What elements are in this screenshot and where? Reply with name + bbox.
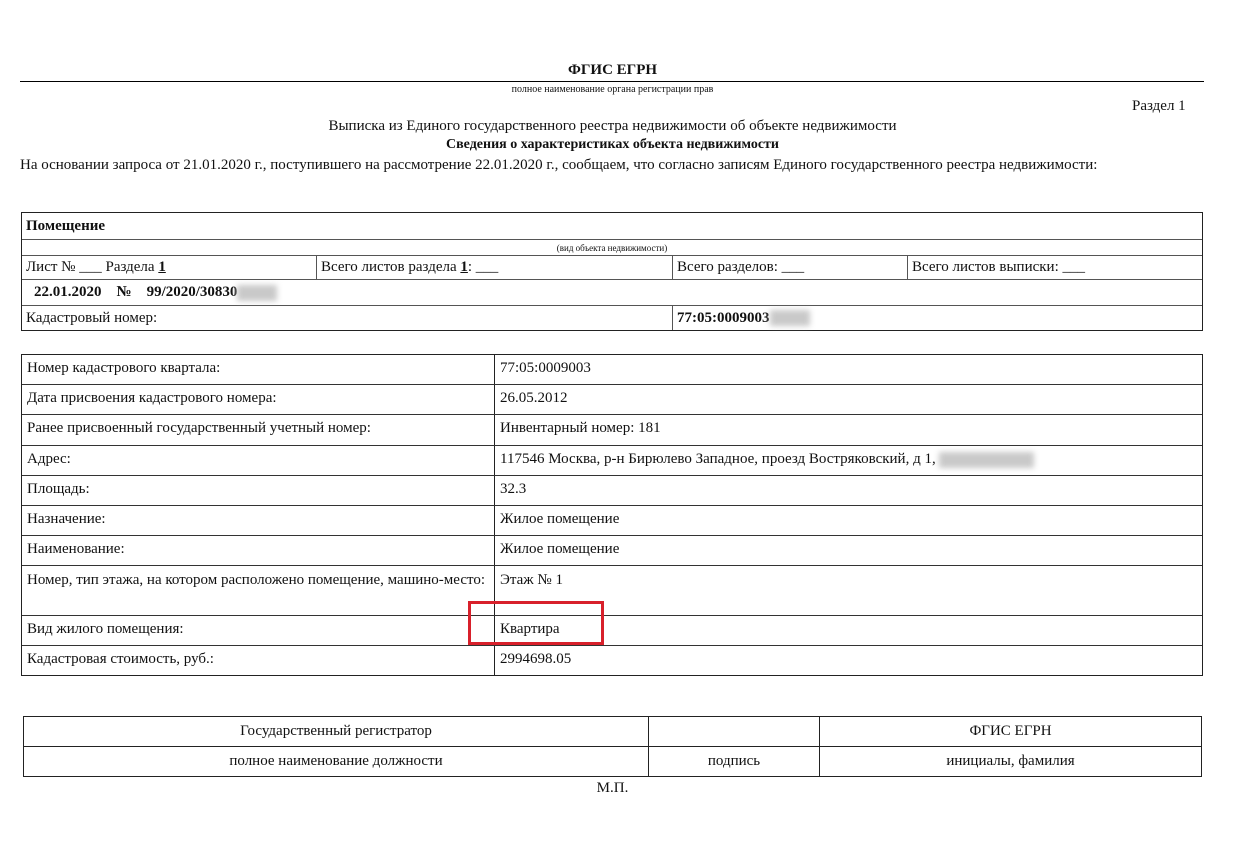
extract-date: 22.01.2020 (34, 284, 102, 300)
total-sheets-section-tail: : ___ (467, 259, 499, 275)
total-sheets-section-value: 1 (460, 259, 468, 275)
table-row (22, 536, 1202, 566)
extract-number-label: № (116, 284, 132, 300)
registrar-name: ФГИС ЕГРН (819, 717, 1201, 746)
row-value: Этаж № 1 (494, 566, 1202, 615)
document-title: Выписка из Единого государственного реестра недвижимости об объекте недвижимости (328, 118, 897, 134)
redacted-extract-tail (237, 285, 277, 301)
row-label: Площадь: (27, 481, 90, 497)
row-value: Жилое помещение (494, 506, 1202, 535)
table-row (22, 506, 1202, 536)
org-name: ФГИС ЕГРН (567, 62, 658, 78)
extract-number-row (22, 280, 1202, 306)
intro-text: На основании запроса от 21.01.2020 г., поступившего на рассмотрение 22.01.2020 г., сообщаем, что согласно записям Единого государственного реестра недвижимости: (20, 157, 1098, 173)
characteristics-table (21, 354, 1203, 676)
cadastral-value (672, 306, 1202, 330)
table-row (22, 355, 1202, 385)
row-label: Номер, тип этажа, на котором расположено помещение, машино-место: (27, 572, 486, 588)
sheets-row (22, 256, 1202, 280)
org-underline (20, 81, 1204, 82)
row-label: Дата присвоения кадастрового номера: (27, 390, 277, 406)
extract-number (30, 280, 1202, 305)
total-sheets-section-label: Всего листов раздела (321, 259, 457, 275)
stamp-label: М.П. (596, 780, 629, 796)
row-value: 26.05.2012 (494, 385, 1202, 414)
sheet-section-number: 1 (158, 259, 166, 275)
row-value: 2994698.05 (494, 646, 1202, 675)
signature-caption: подпись (648, 747, 819, 776)
table-row (22, 446, 1202, 476)
object-type: Помещение (26, 217, 106, 234)
row-value: 77:05:0009003 (494, 355, 1202, 384)
row-value: 32.3 (494, 476, 1202, 505)
object-type-caption: (вид объекта недвижимости) (556, 242, 668, 253)
row-label: Кадастровая стоимость, руб.: (27, 651, 214, 667)
row-label: Номер кадастрового квартала: (27, 360, 221, 376)
object-type-row (22, 213, 1202, 240)
row-label: Ранее присвоенный государственный учетный номер: (27, 420, 371, 436)
table-row (22, 566, 1202, 616)
redacted-address-tail (939, 452, 1034, 468)
object-type-caption-row (22, 240, 1202, 256)
row-label: Наименование: (27, 541, 125, 557)
org-caption: полное наименование органа регистрации прав (511, 84, 714, 95)
position-caption: полное наименование должности (229, 753, 443, 769)
name-caption: инициалы, фамилия (819, 747, 1201, 776)
row-label: Вид жилого помещения: (27, 621, 184, 637)
table-row (22, 476, 1202, 506)
table-row (22, 415, 1202, 446)
table-row (22, 646, 1202, 675)
signature-table (23, 716, 1202, 777)
sheet-number (22, 256, 316, 279)
row-value: Инвентарный номер: 181 (494, 415, 1202, 445)
sheet-number-label: Лист № ___ Раздела (26, 259, 155, 275)
row-value: Квартира (494, 616, 1202, 645)
section-label: Раздел 1 (1132, 98, 1186, 114)
total-sections: Всего разделов: ___ (672, 256, 907, 279)
signature-cell (648, 717, 819, 746)
cadastral-number: 77:05:0009003 (677, 309, 770, 326)
registrar-position: Государственный регистратор (240, 723, 432, 739)
cadastral-row (22, 306, 1202, 330)
total-sheets-extract: Всего листов выписки: ___ (907, 256, 1202, 279)
row-value: Жилое помещение (494, 536, 1202, 565)
object-info-table (21, 212, 1203, 331)
document-subtitle: Сведения о характеристиках объекта недвижимости (446, 137, 779, 152)
row-value (494, 446, 1202, 475)
table-row (22, 616, 1202, 646)
table-row (22, 385, 1202, 415)
cadastral-label: Кадастровый номер: (26, 309, 158, 326)
address-text: 117546 Москва, р-н Бирюлево Западное, проезд Востряковский, д 1, (500, 451, 936, 467)
total-sheets-section (316, 256, 672, 279)
row-label: Адрес: (27, 451, 71, 467)
highlight-box (468, 601, 604, 645)
extract-number-value: 99/2020/30830 (146, 284, 238, 300)
row-label: Назначение: (27, 511, 106, 527)
redacted-cadastral-tail (770, 310, 810, 326)
